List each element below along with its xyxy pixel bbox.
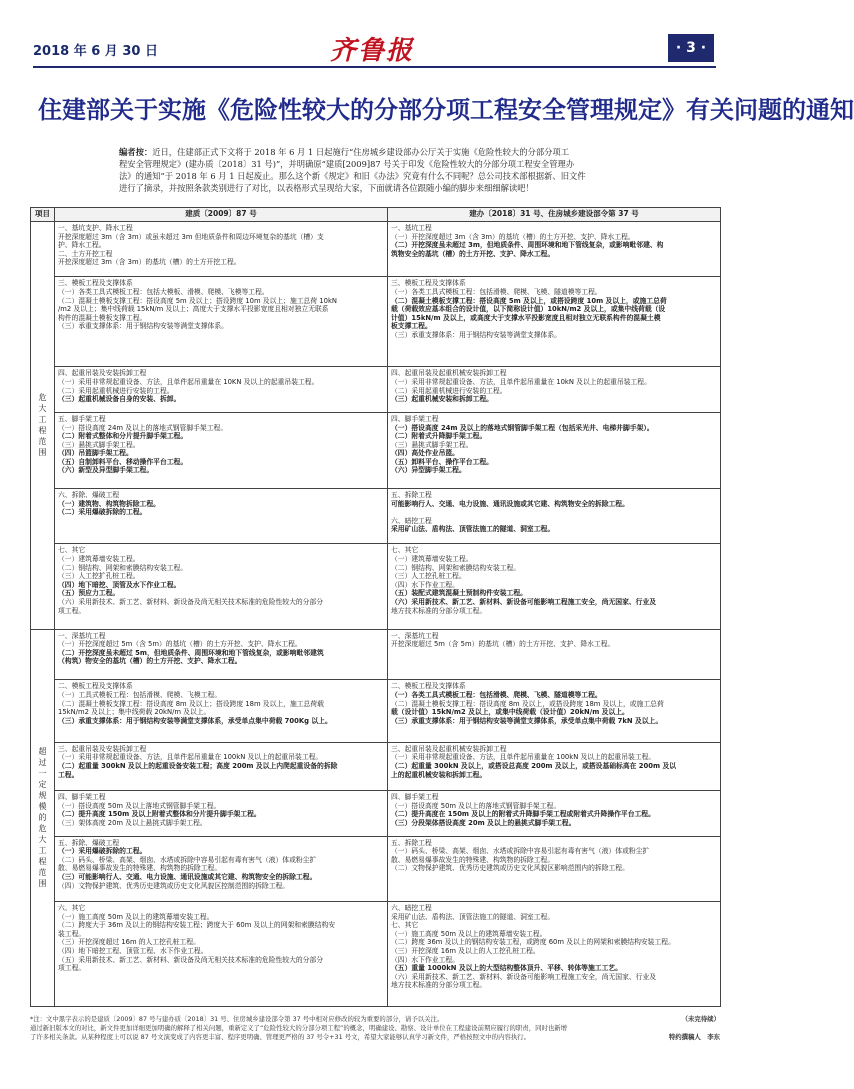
cell-line: （一）工具式模板工程：包括滑模、爬模、飞模工程。 [58, 690, 222, 699]
cell-line: （二）起重量 300kN 及以上的起重设备安装工程；高度 200m 及以上内爬起重设备的拆除 [58, 761, 338, 770]
cell-line [391, 508, 717, 517]
cell-line: （一）施工高度 50m 及以上的建筑幕墙安装工程。 [58, 912, 214, 921]
cell-line: （二）提升高度 150m 及以上附着式整体和分片提升脚手架工程。 [58, 810, 261, 819]
cell-line: 四、起重吊装及起重机械安装拆卸工程 [391, 369, 507, 378]
table-row [31, 489, 721, 544]
cell-line: （三）开挖深度 16m 及以上的人工挖孔桩工程。 [391, 946, 540, 955]
cell-line: 地方技术标准的分部分项工程。 [391, 981, 487, 990]
cell-line: 护、降水工程。 [58, 241, 106, 250]
cell-line: （三）起重机械设备自身的安装、拆卸。 [58, 395, 181, 404]
cell-line: （三）人工挖孔桩工程。 [391, 572, 466, 581]
cell-line: 六、暗挖工程 [391, 903, 432, 912]
cell-line: 四、脚手架工程 [391, 414, 439, 423]
cell-line: 地方技术标准的分部分项工程。 [391, 606, 487, 615]
cell-line: 载（荷载效应基本组合的设计值，以下简称设计值）10kN/m2 及以上，或集中线荷载（设 [391, 305, 666, 314]
cell-line: （六）新型及异型脚手架工程。 [58, 466, 154, 475]
cell-line: 一、深基坑工程 [58, 631, 106, 640]
cell-line: 项工程。 [58, 964, 86, 973]
table-row [31, 791, 721, 836]
table-row [31, 412, 721, 488]
cell-line: 项工程。 [58, 606, 86, 615]
cell-line: （五）重量 1000kN 及以上的大型结构整体顶升、平移、转体等施工工艺。 [391, 964, 622, 973]
table-row [31, 277, 721, 367]
cell-line: （二）开挖深度虽未超过 5m，但地质条件、周围环境和地下管线复杂，或影响毗邻建筑 [58, 648, 324, 657]
cell-line: （构筑）物安全的基坑（槽）的土方开挖、支护、降水工程。 [58, 657, 242, 666]
newspaper-logo: 齐鲁报 [330, 36, 415, 66]
cell-line: （三）人工挖扩孔桩工程。 [58, 572, 140, 581]
cell-new [388, 742, 721, 790]
cell-line: 开挖深度超过 5m（含 5m）的基坑（槽）的土方开挖、支护、降水工程。 [391, 640, 615, 649]
cell-line: 开挖深度超过 3m（含 3m）的基坑（槽）的土方开挖工程。 [58, 258, 241, 267]
cell-line: 四、起重吊装及安装拆卸工程 [58, 369, 147, 378]
cell-line: （一）搭设高度 50m 及以上落地式钢管脚手架工程。 [58, 801, 221, 810]
cell-old [55, 791, 388, 836]
cell-line: （三）开挖深度超过 16m 的人工挖孔桩工程。 [58, 938, 200, 947]
cell-line: 采用矿山法、盾构法、顶管法施工的隧道、洞室工程。 [391, 912, 555, 921]
cell-line: 六、暗挖工程 [391, 516, 432, 525]
cell-line: 七、其它 [391, 921, 419, 930]
cell-line: （二）起重量 300kN 及以上，或搭设总高度 200m 及以上，或搭设基础标高在 200m 及以 [391, 761, 677, 770]
cell-line: 六、拆除、爆破工程 [58, 491, 120, 500]
cell-line: 板支撑工程。 [391, 322, 432, 331]
cell-line: （一）搭设高度 24m 及以上的落地式钢管脚手架工程。 [58, 423, 228, 432]
cell-line: （三）可能影响行人、交通、电力设施、通讯设施或其它建、构筑物安全的拆除工程。 [58, 873, 317, 882]
cell-new [388, 544, 721, 629]
issue-date: 2018 年 6 月 30 日 [33, 44, 158, 59]
cell-line: （二）采用爆破拆除的工程。 [58, 508, 147, 517]
cell-old [55, 489, 388, 544]
cell-new [388, 836, 721, 901]
cell-line: 可能影响行人、交通、电力设施、通讯设施或其它建、构筑物安全的拆除工程。 [391, 499, 629, 508]
cell-new [388, 277, 721, 367]
cell-line: /m2 及以上；集中线荷载 15kN/m 及以上；高度大于支撑水平投影宽度且相对独立无联系 [58, 305, 329, 314]
editor-note [119, 146, 629, 194]
cell-line: 装工程。 [58, 929, 86, 938]
header-old: 建质〔2009〕87 号 [55, 208, 388, 222]
cell-line: 计值）15kN/m 及以上，或高度大于支撑水平投影宽度且相对独立无联系构件的混凝土模 [391, 313, 661, 322]
cell-line: （三）分段架体搭设高度 20m 及以上的悬挑式脚手架工程。 [391, 818, 576, 827]
cell-line: （六）采用新技术、新工艺、新材料、新设备可能影响工程施工安全，尚无国家、行业及 [391, 972, 657, 981]
cell-old [55, 629, 388, 680]
cell-line: （一）各类工具式模板工程：包括滑模、爬模、飞模、隧道模等工程。 [391, 288, 602, 296]
cell-line: （一）建筑幕墙安装工程。 [58, 555, 140, 564]
cell-line: （一）各类工具式模板工程：包括大模板、滑模、爬模、飞模等工程。 [58, 288, 269, 296]
cell-line: （二）码头、桥梁、高架、烟囱、水塔或拆除中容易引起有毒有害气（液）体或粉尘扩 [58, 855, 317, 864]
table-row [31, 742, 721, 790]
cell-new [388, 367, 721, 412]
cell-new [388, 791, 721, 836]
cell-line: （四）水下作业工程。 [391, 580, 459, 589]
cell-line: 五、拆除工程 [391, 838, 432, 847]
cell-line: （三）悬挑式脚手架工程。 [58, 440, 140, 449]
cell-old [55, 680, 388, 742]
cell-line: （一）采用非常规起重设备、方法，且单件起吊重量在 10KN 及以上的起重吊装工程。 [58, 378, 319, 387]
cell-line: 二、模板工程及支撑体系 [391, 682, 466, 691]
cell-line: （五）自制卸料平台、移动操作平台工程。 [58, 457, 188, 466]
cell-line: （四）地下暗挖、顶管及水下作业工程。 [58, 580, 181, 589]
cell-line: 四、脚手架工程 [58, 793, 106, 802]
cell-old [55, 544, 388, 629]
cell-line: 构件的混凝土模板支撑工程。 [58, 313, 147, 322]
cell-line: （四）高处作业吊篮。 [391, 449, 459, 458]
cell-line: （一）建筑物、构筑物拆除工程。 [58, 499, 160, 508]
cell-line: 三、起重吊装及安装拆卸工程 [58, 744, 147, 753]
cell-line: （二）采用起重机械进行安装的工程。 [58, 386, 174, 395]
table-body [31, 222, 721, 1007]
table-row [31, 680, 721, 742]
editor-note-line-2: 程安全管理规定》(建办质〔2018〕31 号)”，并明确原“建质[2009]87 号关于印发《危险性较大的分部分项工程安全管理办 [119, 159, 575, 169]
cell-line: 15kN/m2 及以上；集中线荷载 20kN/m 及以上。 [58, 708, 211, 717]
header-rule [33, 66, 716, 68]
cell-line: （二）附着式整体和分片提升脚手架工程。 [58, 432, 188, 441]
cell-new [388, 680, 721, 742]
cell-line: （二）跨度 36m 及以上的钢结构安装工程，或跨度 60m 及以上的网架和索膜结构安装工程。 [391, 938, 675, 947]
cell-line: 三、模板工程及支撑体系 [58, 279, 133, 288]
cell-line: 五、拆除工程 [391, 491, 432, 500]
table-row [31, 901, 721, 1006]
cell-line: 五、拆除、爆破工程 [58, 838, 120, 847]
cell-old [55, 222, 388, 277]
cell-line: （三）架体高度 20m 及以上悬挑式脚手架工程。 [58, 818, 207, 827]
cell-new [388, 901, 721, 1006]
cell-line: （一）采用爆破拆除的工程。 [58, 847, 147, 856]
cell-line: 一、基坑支护、降水工程 [58, 224, 133, 232]
cell-line: （六）采用新技术、新工艺、新材料、新设备可能影响工程施工安全，尚无国家、行业及 [391, 598, 657, 607]
cell-line: （二）混凝土模板支撑工程：搭设高度 5m 及以上；搭设跨度 10m 及以上；施工总荷 10kN [58, 296, 337, 305]
cell-line: （五）卸料平台、操作平台工程。 [391, 457, 493, 466]
cell-line: （五）装配式建筑混凝土预制构件安装工程。 [391, 589, 527, 598]
cell-line: （四）水下作业工程。 [391, 955, 459, 964]
page-number: · 3 · [668, 34, 714, 62]
footnote-line-2: 通过新旧版本文的对比，新文件更加详细更加明确的解释了相关问题，重新定义了“危险性较大的分部分项工程”的概念，明确建设、勘察、设计单位在工程建设前期应履行的职责，同时也新增 [30, 1024, 568, 1032]
cell-line: （三）起重机械安装和拆卸工程。 [391, 395, 493, 404]
page-header [0, 30, 750, 64]
cell-line: （五）采用新技术、新工艺、新材料、新设备及尚无相关技术标准的危险性较大的分部分 [58, 955, 324, 964]
cell-line: 工程。 [58, 770, 79, 779]
comparison-table [30, 207, 721, 1007]
cell-line: （六）异型脚手架工程。 [391, 466, 466, 475]
cell-line: （五）预应力工程。 [58, 589, 120, 598]
cell-line: 上的起重机械安装和拆卸工程。 [391, 770, 487, 779]
editor-note-line-1: 编者按：近日，住建部正式下文将于 2018 年 6 月 1 日起施行“住房城乡建设部办公厅关于实施《危险性较大的分部分项工 [119, 147, 570, 157]
cell-line: 七、其它 [58, 546, 86, 555]
cell-line: （一）搭设高度 24m 及以上的落地式钢管脚手架工程（包括采光井、电梯井脚手架）。 [391, 423, 654, 432]
table-row [31, 544, 721, 629]
cell-line: 筑物安全的基坑（槽）的土方开挖、支护、降水工程。 [391, 249, 555, 258]
cell-line: （三）承重支撑体系：用于钢结构安装等满堂支撑体系，承受单点集中荷载 700Kg 以上。 [58, 716, 332, 725]
cell-line: 五、脚手架工程 [58, 414, 106, 423]
cell-line: （一）码头、桥梁、高架、烟囱、水塔或拆除中容易引起有毒有害气（液）体或粉尘扩 [391, 847, 650, 856]
cell-line: 采用矿山法、盾构法、顶管法施工的隧道、洞室工程。 [391, 525, 555, 534]
cell-line: （二）附着式升降脚手架工程。 [391, 432, 487, 441]
editor-note-line-4: 进行了摘录，并按照条款类别进行了对比，以表格形式呈现给大家，下面就请各位跟随小编的脚步来细细解读吧！ [119, 183, 534, 193]
header-new: 建办〔2018〕31 号、住房城乡建设部令第 37 号 [388, 208, 721, 222]
cell-line: （三）承重支撑体系：用于钢结构安装等满堂支撑体系。 [391, 330, 561, 339]
cell-line: 七、其它 [391, 546, 419, 555]
cell-line: （二）文物保护建筑、优秀历史建筑或历史文化风貌区影响范围内的拆除工程。 [391, 864, 629, 873]
cell-line: 四、脚手架工程 [391, 793, 439, 802]
section-label: 超过一定规模的危大工程范围 [31, 629, 55, 1006]
cell-line: 散、易燃易爆事故发生的特殊建、构筑物的拆除工程。 [58, 864, 222, 873]
footnote-line-1: *注：文中黑字表示的是建质〔2009〕87 号与建办质〔2018〕31 号、住房城乡建设部令第 37 号中相对应修改的较为重要的部分，请予以关注。 [30, 1015, 444, 1023]
cell-line: （二）钢结构、网架和索膜结构安装工程。 [58, 563, 188, 572]
cell-line: （二）跨度大于 36m 及以上的钢结构安装工程；跨度大于 60m 及以上的网架和索膜结构安 [58, 921, 336, 930]
editor-note-line-3: 法》的通知”于 2018 年 6 月 1 日起废止。那么这个新《规定》和旧《办法》究竟有什么不同呢？总公司技术部根据新、旧文件 [119, 171, 586, 181]
table-row [31, 836, 721, 901]
cell-new [388, 489, 721, 544]
cell-line: （三）承重支撑体系：用于钢结构安装等满堂支撑体系。 [58, 322, 228, 331]
cell-line: （二）提升高度在 150m 及以上的附着式升降脚手架工程或附着式升降操作平台工程。 [391, 810, 655, 819]
cell-line: 一、基坑工程 [391, 224, 432, 232]
cell-line: 散、易燃易爆事故发生的特殊建、构筑物的拆除工程。 [391, 855, 555, 864]
table-row [31, 367, 721, 412]
cell-line: （二）开挖深度虽未超过 3m，但地质条件、周围环境和地下管线复杂，或影响毗邻建、构 [391, 241, 664, 250]
table-row [31, 629, 721, 680]
cell-old [55, 742, 388, 790]
section-label: 危大工程范围 [31, 222, 55, 630]
cell-line: （一）施工高度 50m 及以上的建筑幕墙安装工程。 [391, 929, 547, 938]
cell-line: 二、土方开挖工程 [58, 249, 113, 258]
cell-line: （一）开挖深度超过 5m（含 5m）的基坑（槽）的土方开挖、支护、降水工程。 [58, 640, 302, 649]
table-header-row [31, 208, 721, 222]
cell-old [55, 901, 388, 1006]
article-title: 住建部关于实施《危险性较大的分部分项工程安全管理规定》有关问题的通知 [38, 96, 854, 124]
editor-note-label: 编者按： [119, 147, 153, 157]
cell-line: （二）钢结构、网架和索膜结构安装工程。 [391, 563, 521, 572]
cell-line: （一）各类工具式模板工程：包括滑模、爬模、飞模、隧道模等工程。 [391, 690, 602, 699]
cell-line: （一）建筑幕墙安装工程。 [391, 555, 473, 564]
cell-line: （四）吊篮脚手架工程。 [58, 449, 133, 458]
cell-line: （一）搭设高度 50m 及以上的落地式钢管脚手架工程。 [391, 801, 561, 810]
cell-line: （六）采用新技术、新工艺、新材料、新设备及尚无相关技术标准的危险性较大的分部分 [58, 598, 324, 607]
cell-new [388, 629, 721, 680]
cell-line: 三、起重吊装及起重机械安装拆卸工程 [391, 744, 507, 753]
cell-line: （四）文物保护建筑、优秀历史建筑或历史文化风貌区控制范围的拆除工程。 [58, 881, 290, 890]
to-be-continued: （未完待续） [681, 1015, 720, 1023]
cell-old [55, 412, 388, 488]
cell-line: 六、其它 [58, 903, 86, 912]
cell-line: （一）采用非常规起重设备、方法，且单件起吊重量在 10kN 及以上的起重吊装工程。 [391, 378, 651, 387]
cell-new [388, 222, 721, 277]
cell-line: 载（设计值）15kN/m2 及以上，或集中线荷载（设计值）20kN/m 及以上。 [391, 708, 629, 717]
cell-line: （一）开挖深度超过 3m（含 3m）的基坑（槽）的土方开挖、支护、降水工程。 [391, 232, 635, 241]
cell-new [388, 412, 721, 488]
header-item: 项目 [31, 208, 55, 222]
cell-line: （一）采用非常规起重设备、方法，且单件起吊重量在 100kN 及以上的起重吊装工程。 [58, 753, 323, 762]
cell-line: （三）悬挑式脚手架工程。 [391, 440, 473, 449]
cell-old [55, 367, 388, 412]
cell-line: （一）采用非常规起重设备、方法，且单件起吊重量在 100kN 及以上的起重吊装工程。 [391, 753, 656, 762]
cell-old [55, 836, 388, 901]
footnote-line-3: 了许多相关条款。从某种程度上可以说 87 号文演变成了内容更丰富、程序更明确、管理更严格的 37 号令+31 号文，希望大家能够认真学习新文件，严格按照文中的内容执行。 [30, 1033, 531, 1041]
cell-line: （二）混凝土模板支撑工程：搭设高度 8m 及以上；搭设跨度 18m 及以上，施工总荷载 [58, 699, 324, 708]
cell-line: （三）承重支撑体系：用于钢结构安装等满堂支撑体系，承受单点集中荷载 7kN 及以上。 [391, 716, 663, 725]
cell-line: 三、模板工程及支撑体系 [391, 279, 466, 288]
cell-line: （二）混凝土模板支撑工程：搭设高度 5m 及以上，或搭设跨度 10m 及以上，或施工总荷 [391, 296, 667, 305]
cell-line: 一、深基坑工程 [391, 631, 439, 640]
footnote [30, 1015, 720, 1042]
cell-line: （四）地下暗挖工程、顶管工程、水下作业工程。 [58, 946, 208, 955]
cell-line: （二）混凝土模板支撑工程：搭设高度 8m 及以上，或搭设跨度 18m 及以上，或施工总荷 [391, 699, 664, 708]
cell-line: （二）采用起重机械进行安装的工程。 [391, 386, 507, 395]
cell-line: 开挖深度超过 3m（含 3m）或虽未超过 3m 但地质条件和周边环境复杂的基坑（槽）支 [58, 232, 324, 241]
cell-old [55, 277, 388, 367]
author-credit: 特约撰稿人 李东 [668, 1033, 720, 1041]
table-row [31, 222, 721, 277]
cell-line: 二、模板工程及支撑体系 [58, 682, 133, 691]
